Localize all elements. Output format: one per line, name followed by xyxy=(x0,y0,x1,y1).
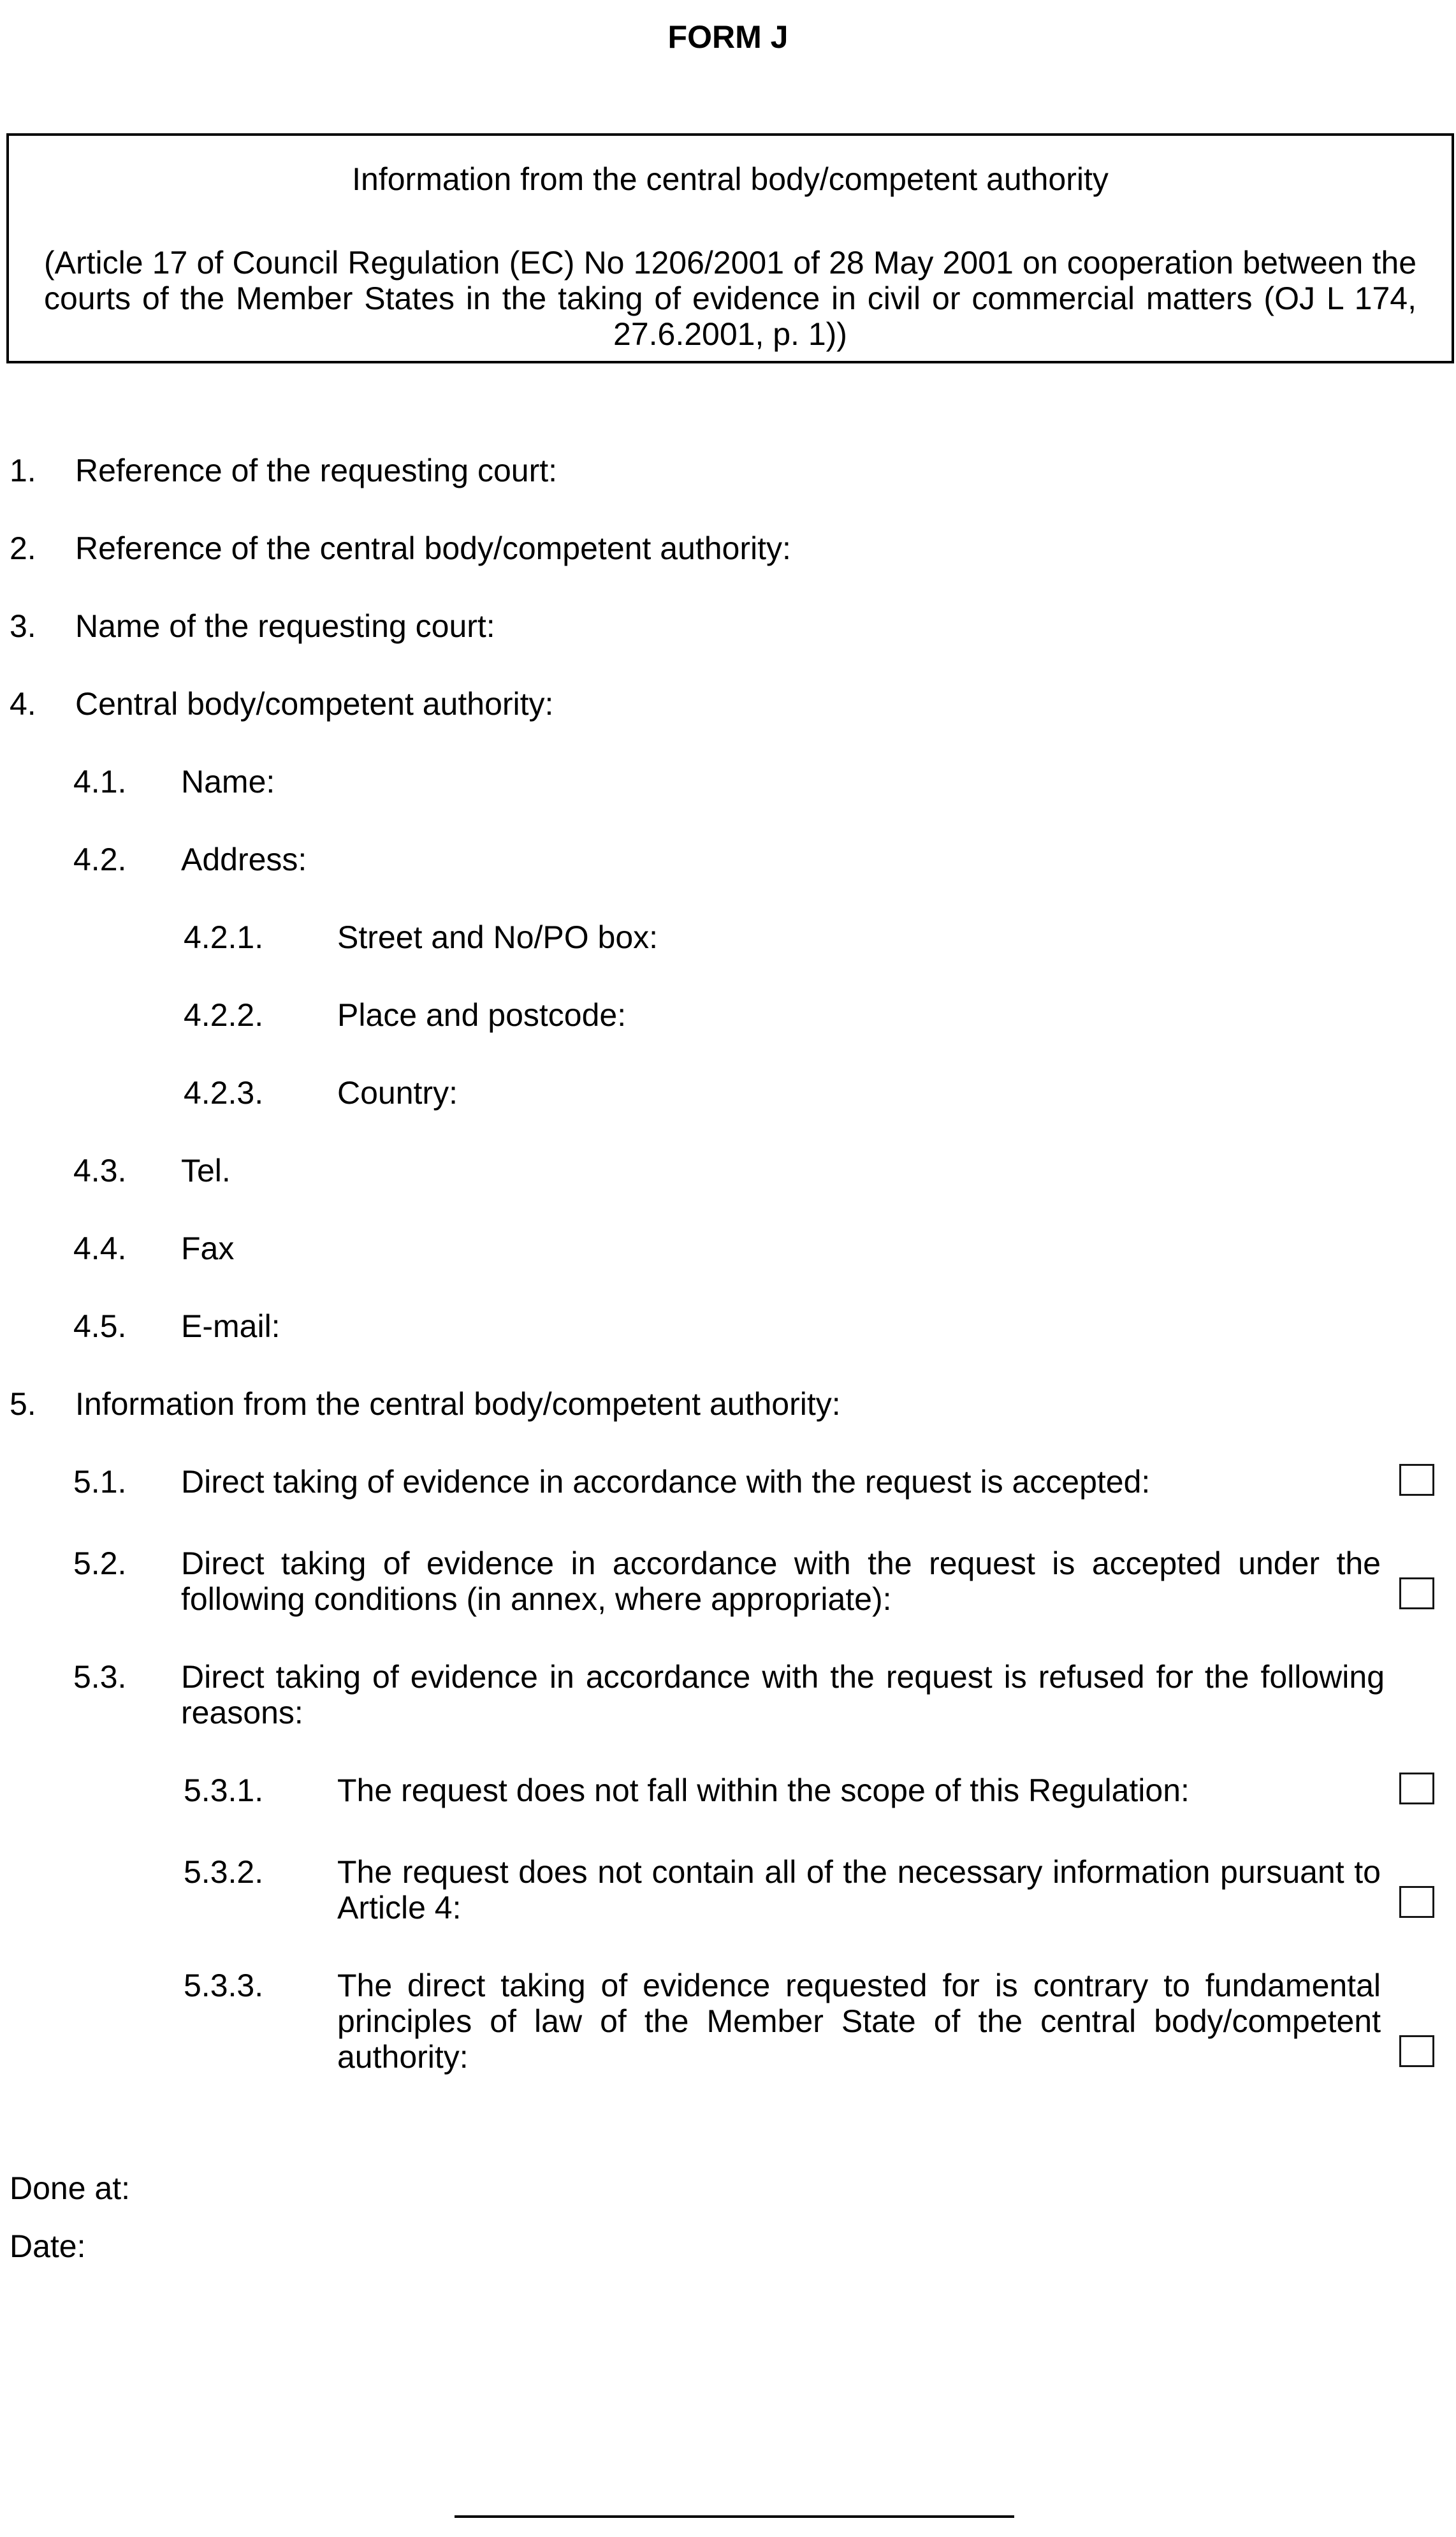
checkbox-slot xyxy=(1403,1231,1434,1259)
form-title: FORM J xyxy=(667,19,789,55)
item-number: 5.2. xyxy=(73,1546,127,1581)
item-text: Central body/competent authority: xyxy=(75,686,554,722)
item-number: 4.3. xyxy=(73,1153,127,1188)
footer xyxy=(0,2170,1456,2264)
form-item xyxy=(0,997,1456,1033)
checkbox-slot xyxy=(1403,842,1434,870)
checkbox[interactable] xyxy=(1399,2035,1434,2067)
item-text: Direct taking of evidence in accordance with the request is refused for the following reasons: xyxy=(181,1659,1385,1730)
item-text: The direct taking of evidence requested for is contrary to fundamental principles of law of the Member State of the central body/competent authority: xyxy=(337,1968,1381,2075)
item-number: 4.2.1. xyxy=(184,919,264,955)
form-item xyxy=(0,1464,1456,1503)
form-item xyxy=(0,453,1456,488)
checkbox-slot xyxy=(1403,1153,1434,1181)
item-text: Direct taking of evidence in accordance with the request is accepted under the following conditions (in annex, where appropriate): xyxy=(181,1546,1381,1617)
form-item xyxy=(0,1153,1456,1188)
item-number: 5.3.3. xyxy=(184,1968,264,2003)
form-item xyxy=(0,1854,1456,1926)
checkbox-slot xyxy=(1403,1075,1434,1103)
item-number: 5.1. xyxy=(73,1464,127,1500)
checkbox[interactable] xyxy=(1399,1577,1434,1609)
item-number: 4.1. xyxy=(73,764,127,800)
item-text: Country: xyxy=(337,1075,458,1111)
checkbox-slot xyxy=(1403,1308,1434,1336)
form-item xyxy=(0,530,1456,566)
item-text: The request does not fall within the scope of this Regulation: xyxy=(337,1773,1190,1808)
item-number: 5. xyxy=(10,1386,36,1422)
date-label: Date: xyxy=(10,2228,86,2264)
header-box-title: Information from the central body/competent authority xyxy=(352,161,1109,197)
checkbox-slot xyxy=(1403,530,1434,559)
item-text: Place and postcode: xyxy=(337,997,627,1033)
form-item xyxy=(0,1386,1456,1422)
form-item xyxy=(0,1075,1456,1111)
item-number: 1. xyxy=(10,453,36,488)
checkbox-slot xyxy=(1403,997,1434,1025)
item-text: Fax xyxy=(181,1231,235,1266)
item-number: 3. xyxy=(10,608,36,644)
item-number: 4.2. xyxy=(73,842,127,877)
item-number: 4.2.3. xyxy=(184,1075,264,1111)
checkbox-slot xyxy=(1403,686,1434,714)
item-text: Address: xyxy=(181,842,307,877)
form-item xyxy=(0,919,1456,955)
header-box-subtitle: (Article 17 of Council Regulation (EC) No 1206/2001 of 28 May 2001 on cooperation between the courts of the Member States in the taking of evidence in civil or commercial matters (OJ L 174, 27.6.2001, p. 1)) xyxy=(44,245,1416,352)
item-number: 4.4. xyxy=(73,1231,127,1266)
checkbox[interactable] xyxy=(1399,1773,1434,1804)
form-item xyxy=(0,764,1456,800)
item-number: 5.3.1. xyxy=(184,1773,264,1808)
done-at-label: Done at: xyxy=(10,2170,131,2206)
item-number: 5.3. xyxy=(73,1659,127,1695)
item-text: Tel. xyxy=(181,1153,231,1188)
item-text: Name: xyxy=(181,764,275,800)
item-number: 5.3.2. xyxy=(184,1854,264,1890)
checkbox[interactable] xyxy=(1399,1464,1434,1496)
checkbox-slot xyxy=(1403,764,1434,792)
item-text: The request does not contain all of the necessary information pursuant to Article 4: xyxy=(337,1854,1381,1926)
form-item xyxy=(0,842,1456,877)
checkbox[interactable] xyxy=(1399,1886,1434,1918)
form-items xyxy=(0,453,1456,2075)
form-item xyxy=(0,1308,1456,1344)
form-item xyxy=(0,1546,1456,1617)
header-box xyxy=(6,133,1454,363)
form-item xyxy=(0,1773,1456,1812)
form-item xyxy=(0,1659,1456,1730)
item-text: Name of the requesting court: xyxy=(75,608,495,644)
item-number: 4. xyxy=(10,686,36,722)
checkbox-slot xyxy=(1403,1695,1434,1723)
form-item xyxy=(0,608,1456,644)
checkbox-slot xyxy=(1403,919,1434,947)
item-text: Direct taking of evidence in accordance with the request is accepted: xyxy=(181,1464,1151,1500)
item-number: 4.5. xyxy=(73,1308,127,1344)
item-number: 2. xyxy=(10,530,36,566)
form-item xyxy=(0,686,1456,722)
item-text: Reference of the central body/competent authority: xyxy=(75,530,791,566)
item-text: Information from the central body/competent authority: xyxy=(75,1386,841,1422)
item-text: Reference of the requesting court: xyxy=(75,453,558,488)
checkbox-slot xyxy=(1403,1386,1434,1414)
item-text: E-mail: xyxy=(181,1308,280,1344)
checkbox-slot xyxy=(1403,608,1434,636)
item-number: 4.2.2. xyxy=(184,997,264,1033)
page-divider-line xyxy=(455,2515,1014,2518)
item-text: Street and No/PO box: xyxy=(337,919,659,955)
form-item xyxy=(0,1968,1456,2075)
form-item xyxy=(0,1231,1456,1266)
checkbox-slot xyxy=(1403,453,1434,481)
